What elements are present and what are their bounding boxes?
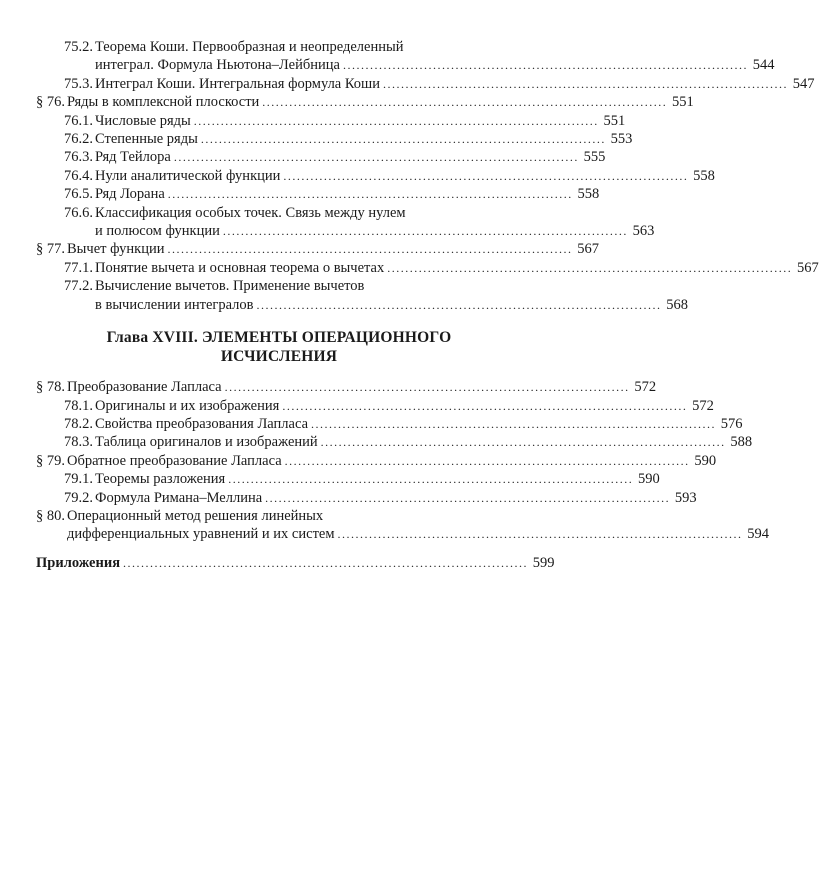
entry-title: в вычислении интегралов <box>95 296 254 313</box>
entry-title: Ряд Лорана <box>95 186 165 203</box>
entry-title: Степенные ряды <box>95 131 198 148</box>
toc-subsection-entry[interactable] <box>36 489 697 507</box>
entry-number: 77.2. <box>64 278 93 295</box>
page-number: 567 <box>577 241 599 258</box>
entry-number: 75.3. <box>64 75 93 92</box>
chapter-heading <box>36 328 522 366</box>
page-number: 544 <box>752 57 775 74</box>
toc-subsection-entry[interactable] <box>36 112 626 130</box>
toc-subsection-entry[interactable] <box>36 415 743 433</box>
dot-leader <box>201 130 605 148</box>
page-number: 563 <box>632 223 655 240</box>
entry-number: 79.1. <box>64 471 93 488</box>
toc-subsection-entry[interactable] <box>36 185 600 203</box>
spacer <box>36 544 522 554</box>
page-number: 590 <box>694 452 717 469</box>
entry-number: 78.2. <box>64 415 93 432</box>
toc-section-entry[interactable] <box>36 93 694 111</box>
page-number: 576 <box>720 415 743 432</box>
dot-leader <box>283 167 687 185</box>
page-number: 547 <box>792 75 815 92</box>
dot-leader <box>338 525 742 543</box>
entry-title: Преобразование Лапласа <box>67 379 222 396</box>
toc-subsection-entry[interactable] <box>36 397 714 415</box>
dot-leader <box>311 415 715 433</box>
chapter-heading-line: Глава XVIII. ЭЛЕМЕНТЫ ОПЕРАЦИОННОГО <box>106 329 452 347</box>
page-number: 572 <box>634 379 657 396</box>
dot-leader <box>174 148 578 166</box>
dot-leader <box>387 259 791 277</box>
toc-section-entry[interactable] <box>36 378 657 396</box>
toc-subsection-entry[interactable] <box>36 470 660 488</box>
entry-title: Вычет функции <box>67 241 165 258</box>
chapter-heading-line: ИСЧИСЛЕНИЯ <box>220 348 338 366</box>
page-number: 558 <box>693 167 715 184</box>
page-number: 588 <box>730 434 753 451</box>
entry-title: Ряды в комплексной плоскости <box>67 94 260 111</box>
page-number: 553 <box>610 131 633 148</box>
entry-title: Понятие вычета и основная теорема о вычетах <box>95 259 385 276</box>
toc-section-entry[interactable] <box>36 507 770 544</box>
dot-leader <box>123 554 527 572</box>
page-number: 567 <box>796 259 819 276</box>
entry-number: 76.4. <box>64 167 93 184</box>
dot-leader <box>265 489 669 507</box>
dot-leader <box>228 470 632 488</box>
dot-leader <box>223 222 627 240</box>
page-number: 551 <box>603 112 626 129</box>
entry-number: 78.3. <box>64 434 93 451</box>
toc-section-entry[interactable] <box>36 240 599 258</box>
entry-number: 76.3. <box>64 149 93 166</box>
dot-leader <box>168 185 572 203</box>
page-number: 599 <box>532 554 555 571</box>
page-number: 568 <box>666 296 689 313</box>
page-number: 590 <box>637 471 660 488</box>
toc-subsection-entry[interactable] <box>36 433 753 451</box>
dot-leader <box>194 112 598 130</box>
toc-subsection-entry[interactable] <box>36 75 815 93</box>
entry-number: § 80. <box>36 507 65 524</box>
dot-leader <box>383 75 787 93</box>
table-of-contents <box>36 38 819 572</box>
entry-number: 76.5. <box>64 186 93 203</box>
entry-number: § 78. <box>36 379 65 396</box>
entry-number: § 77. <box>36 241 65 258</box>
dot-leader <box>167 240 571 258</box>
entry-title: Формула Римана–Меллина <box>95 489 263 506</box>
dot-leader <box>343 56 747 74</box>
dot-leader <box>321 433 725 451</box>
toc-appendix-entry[interactable] <box>36 554 555 572</box>
page-number: 555 <box>583 149 606 166</box>
entry-number: § 76. <box>36 94 65 111</box>
entry-number: 76.2. <box>64 131 93 148</box>
entry-title: Числовые ряды <box>95 112 191 129</box>
entry-title: Оригиналы и их изображения <box>95 397 280 414</box>
page-number: 594 <box>747 526 770 543</box>
dot-leader <box>262 93 666 111</box>
entry-number: 76.6. <box>64 204 93 221</box>
toc-subsection-entry[interactable] <box>36 38 775 75</box>
entry-title: Вычисление вычетов. Применение вычетов <box>95 278 365 295</box>
page-number: 551 <box>672 94 694 111</box>
dot-leader <box>257 296 661 314</box>
entry-number: 75.2. <box>64 39 93 55</box>
entry-title: Ряд Тейлора <box>95 149 171 166</box>
entry-title: Обратное преобразование Лапласа <box>67 452 282 469</box>
entry-title: Приложения <box>36 554 121 571</box>
entry-title: Теорема Коши. Первообразная и неопределенный <box>95 39 404 55</box>
toc-subsection-entry[interactable] <box>36 130 633 148</box>
entry-number: § 79. <box>36 452 65 469</box>
entry-number: 77.1. <box>64 259 93 276</box>
page-number: 558 <box>577 186 600 203</box>
toc-subsection-entry[interactable] <box>36 167 715 185</box>
entry-title: Свойства преобразования Лапласа <box>95 415 309 432</box>
dot-leader <box>285 452 689 470</box>
toc-subsection-entry[interactable] <box>36 259 819 277</box>
entry-number: 76.1. <box>64 112 93 129</box>
dot-leader <box>282 397 686 415</box>
page-number: 572 <box>692 397 714 414</box>
entry-title: Операционный метод решения линейных <box>67 507 324 524</box>
toc-subsection-entry[interactable] <box>36 204 655 241</box>
toc-section-entry[interactable] <box>36 452 717 470</box>
toc-subsection-entry[interactable] <box>36 148 606 166</box>
entry-number: 78.1. <box>64 397 93 414</box>
entry-title: Классификация особых точек. Связь между нулем <box>95 204 406 221</box>
dot-leader <box>225 378 629 396</box>
entry-title: Таблица оригиналов и изображений <box>95 434 318 451</box>
entry-title: Интеграл Коши. Интегральная формула Коши <box>95 75 380 92</box>
entry-title: Теоремы разложения <box>95 471 226 488</box>
toc-subsection-entry[interactable] <box>36 277 689 314</box>
entry-title: Нули аналитической функции <box>95 167 281 184</box>
entry-title: интеграл. Формула Ньютона–Лейбница <box>95 57 340 74</box>
entry-number: 79.2. <box>64 489 93 506</box>
entry-title: и полюсом функции <box>95 223 220 240</box>
page-number: 593 <box>674 489 697 506</box>
entry-title: дифференциальных уравнений и их систем <box>67 526 335 543</box>
